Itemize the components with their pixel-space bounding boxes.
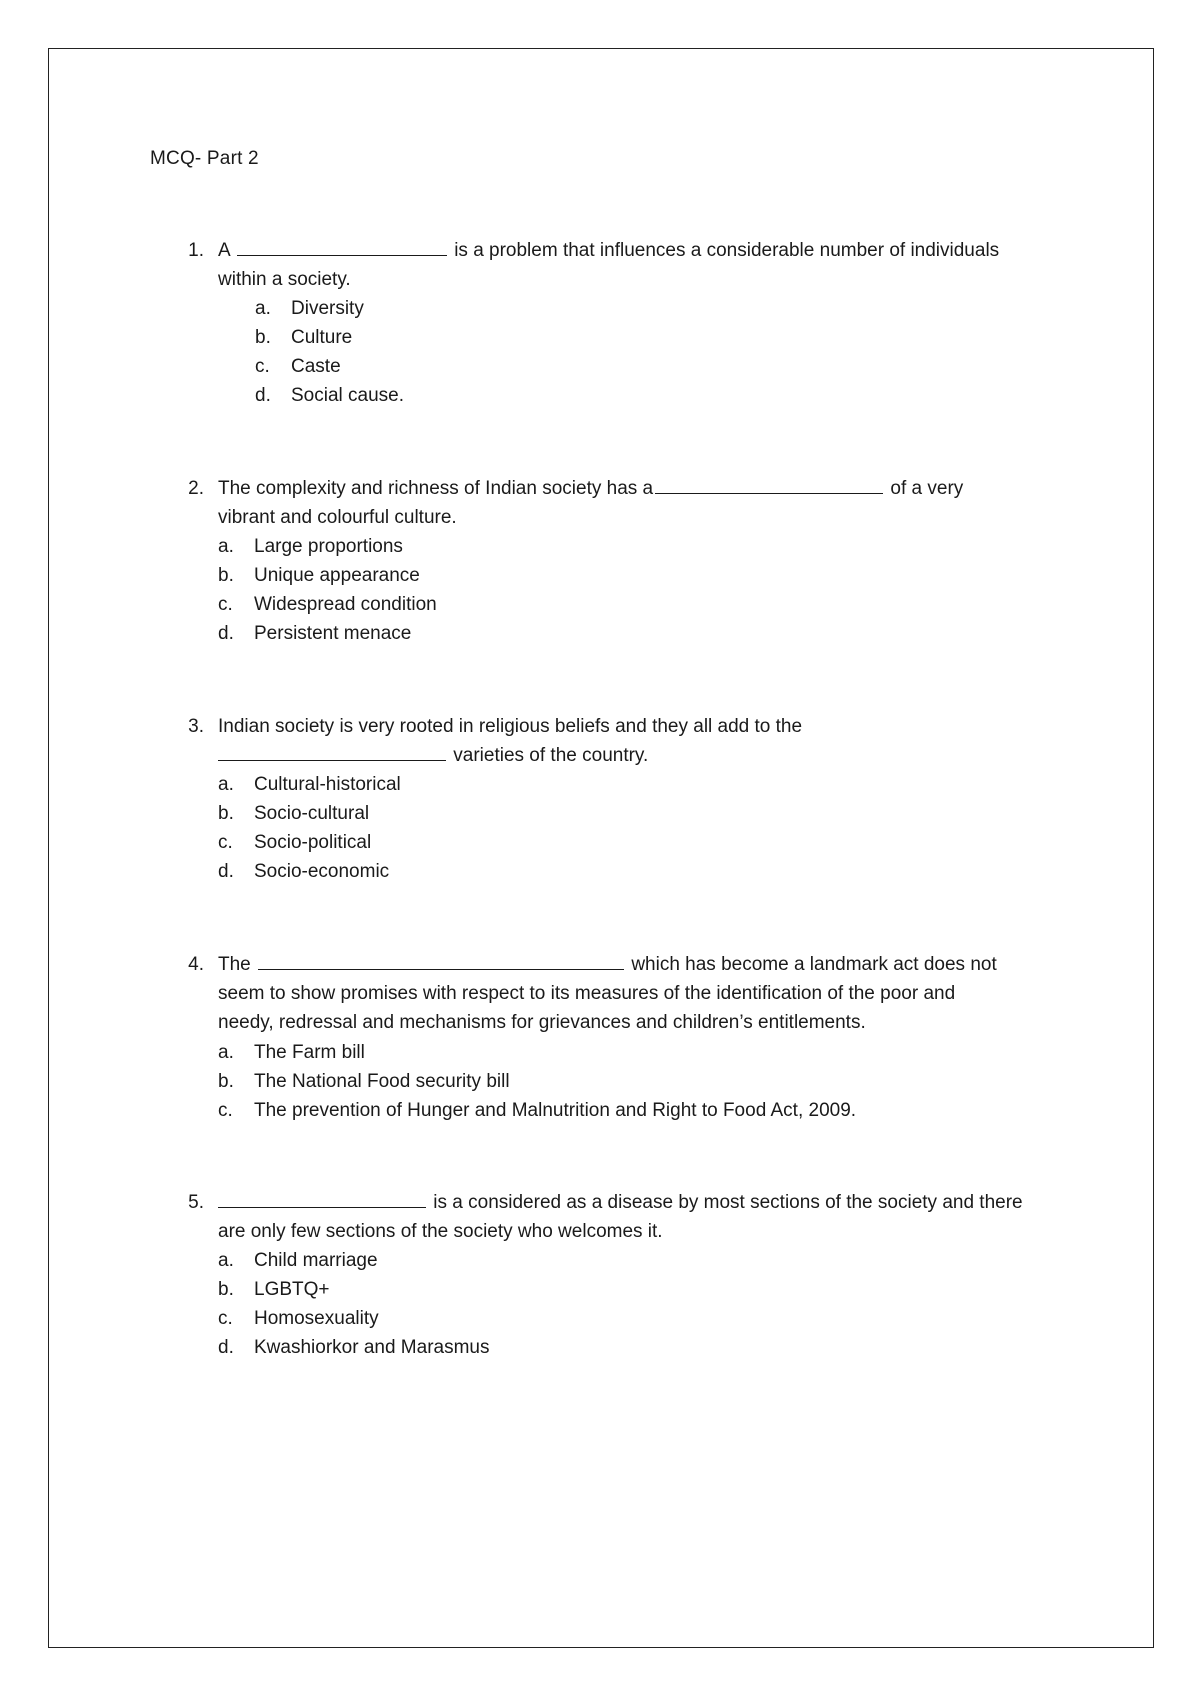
option-letter: b. [218,1071,234,1092]
option-text: Persistent menace [254,623,412,644]
answer-blank [258,953,624,970]
question-number: 5. [188,1192,204,1213]
option-letter: a. [255,298,271,319]
option-letter: c. [255,356,270,377]
question-text [218,950,1068,1037]
question-text-after: is a problem that influences a considerable number of individuals [454,240,1000,261]
option-text: Large proportions [254,536,403,557]
option-letter: d. [218,623,234,644]
option-letter: c. [218,594,233,615]
option-letter: a. [218,536,234,557]
question-text-line2: seem to show promises with respect to its measures of the identification of the poor and [218,983,956,1004]
option-letter: c. [218,1308,233,1329]
question-number: 2. [188,478,204,499]
question-text [218,1188,1068,1246]
option-letter: a. [218,774,234,795]
option-text: The Farm bill [254,1042,365,1063]
option-text: Culture [291,327,353,348]
question-text-line2: within a society. [218,269,351,290]
option-letter: b. [218,565,234,586]
question-text [218,712,1068,770]
question-text-line2: vibrant and colourful culture. [218,507,457,528]
question-number: 4. [188,954,204,975]
question-text [218,474,1068,532]
answer-blank [237,239,447,256]
option-text: Widespread condition [254,594,437,615]
option-text: Kwashiorkor and Marasmus [254,1337,490,1358]
option-letter: a. [218,1042,234,1063]
answer-blank [655,477,883,494]
option-text: Child marriage [254,1250,378,1271]
question-text-line2: are only few sections of the society who welcomes it. [218,1221,663,1242]
document-title: MCQ- Part 2 [150,148,259,169]
option-text: Social cause. [291,385,405,406]
option-text: Diversity [291,298,364,319]
question-text-before: A [218,240,230,261]
question-text-before: The complexity and richness of Indian society has a [218,478,654,499]
option-text: Socio-cultural [254,803,370,824]
option-letter: d. [255,385,271,406]
option-text: Socio-economic [254,861,390,882]
option-letter: b. [218,1279,234,1300]
option-letter: d. [218,861,234,882]
option-text: Cultural-historical [254,774,401,795]
question-number: 1. [188,240,204,261]
answer-blank [218,744,446,761]
question-text-after: varieties of the country. [453,745,649,766]
option-letter: c. [218,832,233,853]
question-text-after: is a considered as a disease by most sections of the society and there [433,1192,1023,1213]
option-letter: b. [218,803,234,824]
question-text [218,236,1068,294]
option-letter: b. [255,327,271,348]
option-text: Caste [291,356,341,377]
option-text: Socio-political [254,832,372,853]
option-letter: c. [218,1100,233,1121]
option-text: The prevention of Hunger and Malnutrition and Right to Food Act, 2009. [254,1100,857,1121]
question-text-before: The [218,954,251,975]
question-text-before: Indian society is very rooted in religious beliefs and they all add to the [218,716,803,737]
option-letter: a. [218,1250,234,1271]
option-text: LGBTQ+ [254,1279,330,1300]
option-letter: d. [218,1337,234,1358]
question-text-after: of a very [890,478,964,499]
option-text: Homosexuality [254,1308,379,1329]
answer-blank [218,1191,426,1208]
option-text: The National Food security bill [254,1071,510,1092]
question-number: 3. [188,716,204,737]
question-text-line3: needy, redressal and mechanisms for grievances and children’s entitlements. [218,1012,866,1033]
option-text: Unique appearance [254,565,420,586]
question-text-after: which has become a landmark act does not [631,954,997,975]
